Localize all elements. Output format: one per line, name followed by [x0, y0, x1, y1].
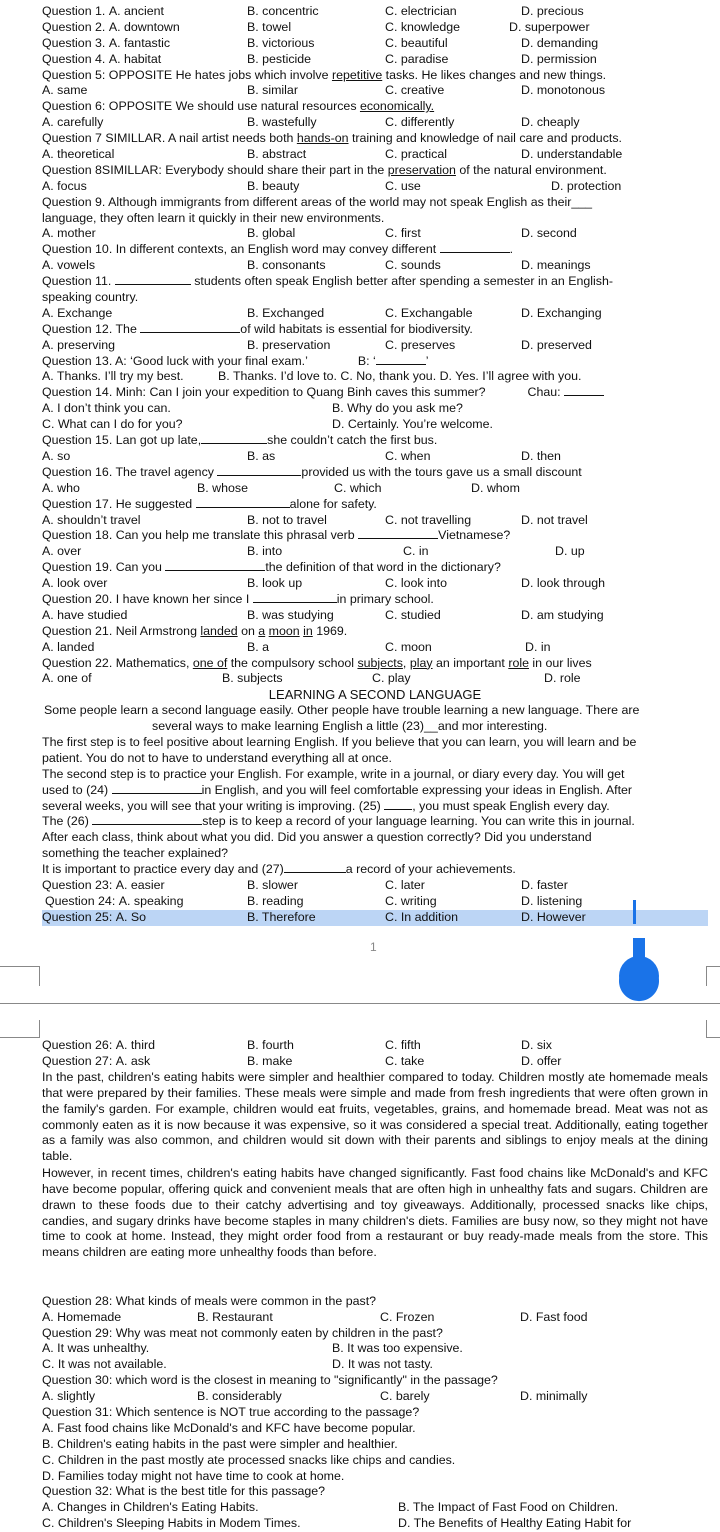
page-1-corner-right: [706, 966, 720, 986]
question-14-options-1: A. I don’t think you can. B. Why do you ask me?: [42, 401, 463, 416]
page-1-corner-left: [0, 966, 40, 986]
question-31-option-a: A. Fast food chains like McDonald's and KFC have become popular.: [42, 1420, 416, 1435]
question-15-stem: Question 15. Lan got up late, she couldn’t catch the first bus.: [42, 433, 438, 448]
page-2-corner-left: [0, 1020, 40, 1038]
reading-line-9: After each class, think about what you did. Did you answer a question correctly? Did you understand: [42, 830, 592, 845]
question-11-stem: Question 11. students often speak English better after spending a semester in an English-: [42, 274, 614, 289]
page-number: 1: [370, 940, 377, 954]
question-1: Question 1. A. ancient B. concentric C. electrician D. precious: [42, 4, 584, 18]
question-20-options: A. have studied B. was studying C. studied D. am studying: [42, 607, 604, 622]
question-31-stem: Question 31: Which sentence is NOT true according to the passage?: [42, 1405, 420, 1420]
question-31-option-d: D. Families today might not have time to cook at home.: [42, 1468, 345, 1483]
reading-line-5: The second step is to practice your English. For example, write in a journal, or diary every day. You will get: [42, 766, 625, 781]
question-2: Question 2. A. downtown B. towel C. knowledge D. superpower: [42, 19, 590, 34]
passage-paragraph-2: However, in recent times, children's eating habits have changed significantly. Fast food chains like McDonald's and KFC have become popular, offering quick and convenient meals that are often high in unhealthy fats and sugars. Children are drawn to these foods due to their catchy advertising and toy giveaways. Additionally, processed snacks like chips, candies, and sugary drinks have become staples in many children's diets. Families are busy now, so they might not have time to cook at home. Instead, they might order food from a restaurant or buy ready-made meals from the store. This means children are eating more unhealthy foods than before.: [42, 1165, 708, 1260]
document-page-2: [0, 1020, 720, 1531]
question-11-stem-2: speaking country.: [42, 290, 139, 305]
reading-line-3: The first step is to feel positive about learning English. If you believe that you can learn, you will learn and be: [42, 734, 637, 749]
highlight-word-significantly: significantly: [400, 1165, 464, 1180]
question-21-stem: Question 21. Neil Armstrong landed on a moon in 1969.: [42, 623, 348, 638]
question-8-options: A. focus B. beauty C. use D. protection: [42, 178, 622, 193]
page-1-content: [42, 4, 708, 926]
question-21-options: A. landed B. a C. moon D. in: [42, 639, 551, 654]
question-6-options: A. carefully B. wastefully C. differently D. cheaply: [42, 115, 580, 130]
question-15-options: A. so B. as C. when D. then: [42, 448, 561, 463]
question-28-stem: Question 28: What kinds of meals were common in the past?: [42, 1293, 377, 1308]
question-6-stem: Question 6: OPPOSITE We should use natural resources economically.: [42, 99, 435, 114]
reading-line-7: several weeks, you will see that your writing is improving. (25) , you must speak English every day.: [42, 798, 610, 813]
question-22-options: A. one of B. subjects C. play D. role: [42, 671, 581, 686]
question-13-stem: Question 13. A: ‘Good luck with your final exam.’ B: ‘ ’: [42, 353, 429, 368]
question-14-stem: Question 14. Minh: Can I join your expedition to Quang Binh caves this summer? Chau:: [42, 385, 708, 401]
passage-paragraph-1: In the past, children's eating habits were simpler and healthier compared to today. Children mostly ate homemade meals that were prepared by their families. These meals were simple and made from fresh ingredients that were often grown in the family's garden. For example, children would eat fruits, vegetables, grains, and homemade bread. Meat was not as commonly eaten as it is now because it was expensive, so it was considered a special treat. Additionally, eating together as a family was also common, and children would sit down with their parents and siblings to enjoy meals at the dining table.: [42, 1069, 708, 1164]
reading-line-11: It is important to practice every day and (27) a record of your achievements.: [42, 862, 516, 877]
question-7-stem: Question 7 SIMILLAR. A nail artist needs both hands-on training and knowledge of nail care and products.: [42, 131, 622, 146]
question-28-options: A. Homemade B. Restaurant C. Frozen D. Fast food: [42, 1309, 588, 1324]
question-18-options: A. over B. into C. in D. up: [42, 544, 585, 559]
question-9-options: A. mother B. global C. first D. second: [42, 226, 577, 241]
reading-line-2: several ways to make learning English a little (23)__and mor interesting.: [152, 719, 548, 734]
page-divider: [0, 1003, 720, 1004]
question-29-stem: Question 29: Why was meat not commonly eaten by children in the past?: [42, 1325, 443, 1340]
reading-line-4: patient. You do not to have to understand everything all at once.: [42, 750, 392, 765]
question-17-options: A. shouldn’t travel B. not to travel C. not travelling D. not travel: [42, 512, 588, 527]
reading-line-10: something the teacher explained?: [42, 846, 228, 861]
question-11-options: A. Exchange B. Exchanged C. Exchangable D. Exchanging: [42, 305, 602, 320]
question-14-options-2: C. What can I do for you? D. Certainly. You’re welcome.: [42, 417, 493, 432]
question-27: Question 27: A. ask B. make C. take D. offer: [42, 1053, 562, 1068]
question-19-options: A. look over B. look up C. look into D. look through: [42, 576, 606, 591]
question-19-stem: Question 19. Can you the definition of that word in the dictionary?: [42, 560, 501, 575]
page-gap: [0, 968, 720, 1020]
question-18-stem: Question 18. Can you help me translate this phrasal verb Vietnamese?: [42, 528, 511, 543]
page-2-content: [42, 1038, 708, 1532]
page-2-corner-right: [706, 1020, 720, 1038]
question-9-stem: Question 9. Although immigrants from different areas of the world may not speak English as their___: [42, 194, 593, 209]
question-13-options: A. Thanks. I’ll try my best. B. Thanks. I’d love to. C. No, thank you. D. Yes. I’ll agree with you.: [42, 369, 582, 384]
question-10-stem: Question 10. In different contexts, an English word may convey different .: [42, 242, 514, 257]
question-23: Question 23: A. easier B. slower C. later D. faster: [42, 877, 568, 892]
question-17-stem: Question 17. He suggested alone for safety.: [42, 496, 377, 511]
question-12-stem: Question 12. The of wild habitats is essential for biodiversity.: [42, 321, 473, 336]
question-32-stem: Question 32: What is the best title for this passage?: [42, 1484, 326, 1499]
question-20-stem: Question 20. I have known her since I in primary school.: [42, 591, 434, 606]
text-selection-cursor[interactable]: [633, 900, 636, 924]
question-4: Question 4. A. habitat B. pesticide C. paradise D. permission: [42, 51, 597, 66]
question-30-options: A. slightly B. considerably C. barely D. minimally: [42, 1389, 588, 1404]
question-29-options-2: C. It was not available. D. It was not tasty.: [42, 1357, 433, 1372]
reading-line-1: Some people learn a second language easily. Other people have trouble learning a new language. There are: [44, 703, 640, 718]
question-24: Question 24: A. speaking B. reading C. writing D. listening: [45, 893, 583, 908]
question-9-stem-2: language, they often learn it quickly in their new environments.: [42, 210, 385, 225]
question-16-options: A. who B. whose C. which D. whom: [42, 480, 520, 495]
selection-drag-handle[interactable]: [617, 938, 661, 998]
question-10-options: A. vowels B. consonants C. sounds D. meanings: [42, 258, 591, 273]
question-31-option-b: B. Children's eating habits in the past were simpler and healthier.: [42, 1436, 398, 1451]
question-5-stem: Question 5: OPPOSITE He hates jobs which involve repetitive tasks. He likes changes and new things.: [42, 67, 607, 82]
question-7-options: A. theoretical B. abstract C. practical D. understandable: [42, 147, 623, 162]
reading-line-6: used to (24) in English, and you will feel comfortable expressing your ideas in English. After: [42, 782, 633, 797]
question-32-options-2: C. Children's Sleeping Habits in Modem Times. D. The Benefits of Healthy Eating Habit for: [42, 1516, 632, 1531]
reading-line-8: The (26) step is to keep a record of your language learning. You can write this in journal.: [42, 814, 635, 829]
question-26: Question 26: A. third B. fourth C. fifth D. six: [42, 1038, 552, 1052]
question-3: Question 3. A. fantastic B. victorious C. beautiful D. demanding: [42, 35, 599, 50]
reading-title: LEARNING A SECOND LANGUAGE: [268, 687, 482, 703]
question-22-stem: Question 22. Mathematics, one of the compulsory school subjects, play an important role in our lives: [42, 655, 592, 670]
question-29-options-1: A. It was unhealthy. B. It was too expensive.: [42, 1341, 463, 1356]
question-30-stem: Question 30: which word is the closest in meaning to "significantly" in the passage?: [42, 1373, 498, 1388]
question-16-stem: Question 16. The travel agency provided us with the tours gave us a small discount: [42, 464, 582, 479]
question-5-options: A. same B. similar C. creative D. monotonous: [42, 83, 606, 98]
question-32-options-1: A. Changes in Children's Eating Habits. B. The Impact of Fast Food on Children.: [42, 1500, 619, 1515]
question-31-option-c: C. Children in the past mostly ate processed snacks like chips and candies.: [42, 1452, 456, 1467]
question-12-options: A. preserving B. preservation C. preserves D. preserved: [42, 337, 592, 352]
question-8-stem: Question 8SIMILLAR: Everybody should share their part in the preservation of the natural environment.: [42, 162, 607, 177]
question-25-selected[interactable]: Question 25: A. So B. Therefore C. In addition D. However: [42, 910, 708, 926]
